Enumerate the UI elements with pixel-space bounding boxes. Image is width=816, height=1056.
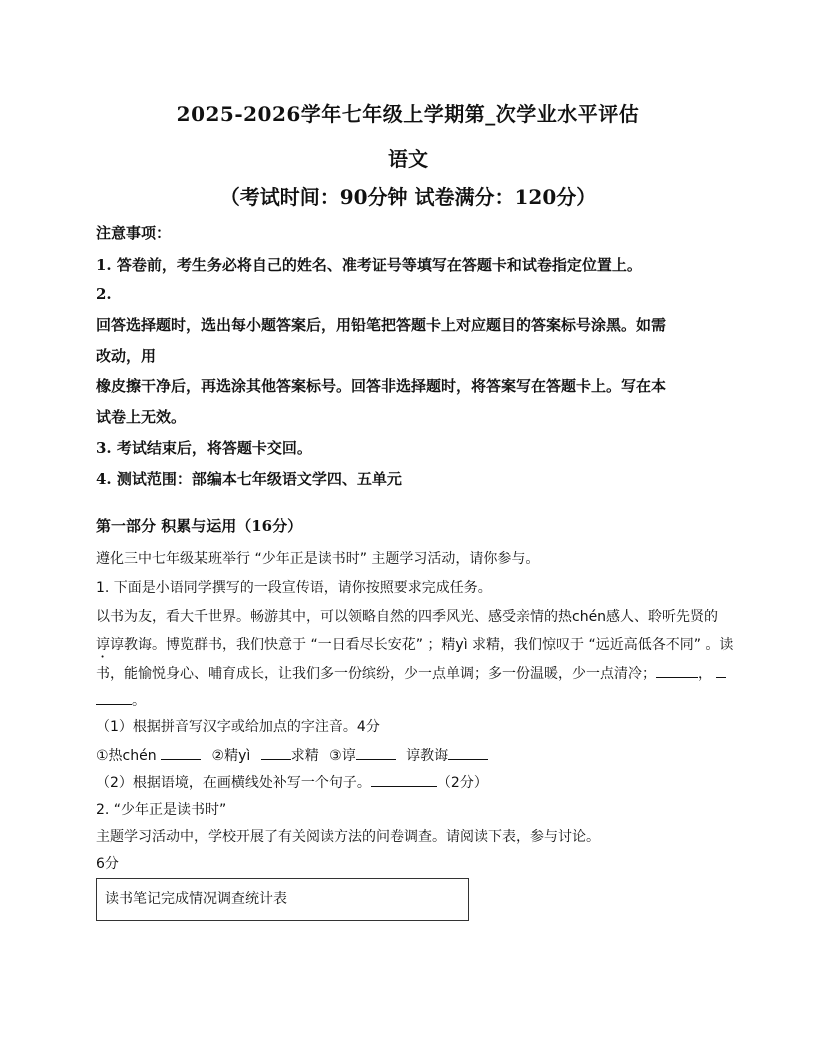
note-2-line-b: 改动，用 — [96, 347, 157, 365]
dotted-char: 谆 — [96, 637, 110, 653]
subject-title: 语文 — [388, 147, 428, 171]
answer-blank-sentence[interactable] — [371, 772, 437, 787]
passage-line-4: 。 — [96, 690, 146, 710]
note-2-line-a: 回答选择题时，选出每小题答案后，用铅笔把答题卡上对应题目的答案标号涂黑。如需 — [96, 316, 667, 334]
note-3: 3. 考试结束后，将答题卡交回。 — [96, 439, 312, 457]
note-2-line-d: 试卷上无效。 — [96, 408, 187, 426]
question-1-1: （1）根据拼音写汉字或给加点的字注音。4分 — [96, 719, 380, 735]
question-1-stem: 1. 下面是小语同学撰写的一段宣传语，请你按照要求完成任务。 — [96, 580, 492, 596]
survey-table-title: 读书笔记完成情况调查统计表 — [105, 891, 287, 907]
passage-line-1: 以书为友，看大千世界。畅游其中，可以领略自然的四季风光、感受亲情的热chén感人、聆听先贤的 — [96, 609, 719, 625]
question-2-stem: 2. “少年正是读书时” — [96, 802, 227, 818]
answer-blank-yi[interactable] — [261, 745, 291, 760]
question-2-score: 6分 — [96, 856, 119, 872]
answer-blank-jiaohui[interactable] — [448, 745, 488, 760]
notes-heading: 注意事项： — [96, 224, 172, 242]
survey-table — [96, 878, 469, 921]
question-1-2: （2）根据语境，在画横线处补写一个句子。 （2分） — [96, 772, 488, 792]
blank-1[interactable] — [656, 663, 698, 678]
exam-info: （考试时间：90分钟 试卷满分：120分） — [219, 185, 597, 209]
note-1: 1. 答卷前，考生务必将自己的姓名、准考证号等填写在答题卡和试卷指定位置上。 — [96, 256, 642, 274]
exam-title: 2025-2026学年七年级上学期第_次学业水平评估 — [176, 102, 640, 126]
note-4: 4. 测试范围：部编本七年级语文学四、五单元 — [96, 470, 402, 488]
answer-blank-chen[interactable] — [161, 745, 201, 760]
question-1-1-items: ①热chén ②精yì 求精 ③谆 谆教诲 — [96, 745, 488, 765]
blank-2a[interactable] — [716, 663, 726, 678]
passage-line-3: 书，能愉悦身心、哺育成长，让我们多一份缤纷，少一点单调；多一份温暖，少一点清冷； ， — [96, 663, 726, 683]
activity-intro: 遵化三中七年级某班举行 “少年正是读书时” 主题学习活动，请你参与。 — [96, 551, 540, 567]
blank-2b[interactable] — [96, 690, 132, 705]
note-2-line-c: 橡皮擦干净后，再选涂其他答案标号。回答非选择题时，将答案写在答题卡上。写在本 — [96, 377, 667, 395]
part1-heading: 第一部分 积累与运用（16分） — [96, 517, 303, 535]
answer-blank-zhun[interactable] — [356, 745, 396, 760]
passage-line-2: 谆谆教诲。博览群书，我们快意于 “一日看尽长安花” ；精yì 求精，我们惊叹于 “远近高低各不同” 。读 — [96, 637, 734, 653]
note-2-number: 2. — [96, 285, 112, 303]
question-2-text: 主题学习活动中，学校开展了有关阅读方法的问卷调查。请阅读下表，参与讨论。 — [96, 829, 600, 845]
